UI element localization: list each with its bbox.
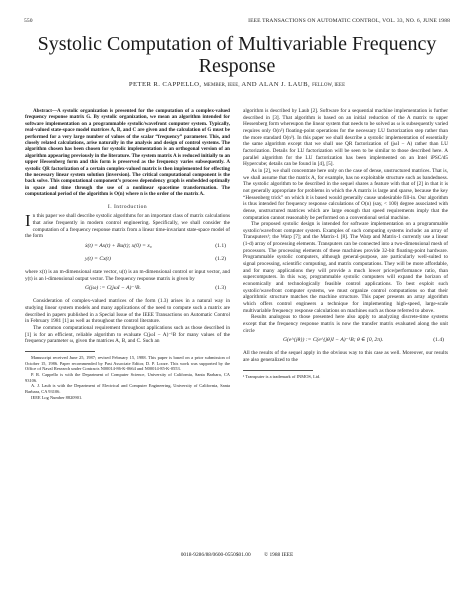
right-paragraph-4: Results analogous to those presented here also apply to analyzing discrete-time systems except that the frequency response matrix is now the transfer matrix evaluated along the unit circle [243,314,448,334]
equation-expression: ẋ(t) = Ax(t) + Bu(t); x(0) = x₀ [85,242,152,249]
right-paragraph-5: All the results of the sequel apply in the obvious way to this case as well. Moreover, our results are also generalized to the [243,350,448,363]
footnote-rule [25,351,95,352]
intro-paragraph-2: where x(t) is an m-dimensional state vector, u(t) is an m-dimensional control or input vector, and y(t) is an l-dimensional output vector. The frequency response matrix is given by [25,268,230,282]
right-paragraph-3: The proposed systolic design is intended for software implementation on a programmable systolic/wavefront computer system. Examples of such computing systems include: an array of Transputers¹; the Warp [7]; and the Matrix-1 [8]. The Warp and Matrix-1 currently use a linear (1-d) array of processing elements. Transputers can be connected into a two-dimensional mesh of processors. The processing elements of these machines provide 32-bit floating-point hardware. Programmable systolic computers, although general-purpose, are particularly well-suited to signal processing, scientific computing, and matrix computations. They will be more affordable, and for many applications they will provide a much lower price/performance ratio, than supercomputers. In this way, programmable systolic computers will expand the horizon of economically and technologically feasible control applications. To best exploit such systolic/wavefront computer systems, we must organize control computations so that their algorithmic structure matches the machine structure. This paper presents an array algorithm which offers control engineers a technique for implementing high-speed, large-scale multivariable frequency response calculations on machines such as those referred to above. [243,221,448,314]
right-paragraph-1: algorithm is described by Laub [2]. Software for a sequential machine implementation is further described in [3]. That algorithm is based on an initial reduction of the A matrix to upper Hessenberg form whereupon the linear system that needs to be solved as ω is subsequently varied requires only O(n²) floating-point operations for the necessary LU factorization step rather than the more standard O(n³). In this paper we shall describe a systolic implementation of essentially the same algorithm except that we shall use QR factorization of (jωI − A) rather than LU factorization. Details for LU factorization will be seen to be similar to those described here. A parallel algorithm for the LU factorization has been implemented on an Intel iPSC/d5 Hypercube; details can be found in [4], [5]. [243,108,448,168]
author-line [24,81,450,88]
equation-number: (1.3) [215,285,226,292]
equation-number: (1.1) [215,242,226,249]
footnotes [25,355,230,401]
equation-1-2 [25,256,230,266]
right-column [243,108,448,379]
equation-expression: G(jω) := C(jωI − A)⁻¹B. [85,285,141,292]
paper-title: Systolic Computation of Multivariable Frequency Response [37,33,437,77]
journal-title: IEEE TRANSACTIONS ON AUTOMATIC CONTROL, VOL. 33, NO. 6, JUNE 1988 [248,18,450,24]
footnote-author-1: P. R. Cappello is with the Department of Computer Science, University of California, Santa Barbara, CA 93106. [25,371,230,383]
footnote-rule-right [243,370,313,371]
footnote-transputer: ¹ Transputer is a trademark of INMOS, Ltd. [243,373,321,379]
author-2-name: ALAN J. LAUB, [258,81,311,88]
author-1-affiliation: MEMBER, IEEE, [203,83,240,88]
footnote-log-number: IEEE Log Number 8820901. [31,394,83,400]
author-1-name: PETER R. CAPPELLO, [128,81,202,88]
right-paragraph-2: As in [2], we shall concentrate here only on the case of dense, unstructured matrices. That is, we shall assume that the matrix A, for example, has no exploitable structure such as bandedness. The systolic algorithm to be described in the sequel shares a feature with that of [2] in that it is not generally appropriate for problems in which the A matrix is large and sparse, because the key “Hessenberg trick” on which it is based would generally cause undesirable fill-in. Our algorithm is thus intended for frequency response calculations of O(n) (say, < 100) degree associated with dense, unstructured matrices which are large enough that speed requirements imply that the computation cannot reasonably be performed on a conventional serial machine. [243,167,448,221]
intro-paragraph-3: Consideration of complex-valued matrices of the form (1.3) arises in a natural way in studying linear system models and many applications of the need to compute such a matrix are described in papers published in a Special Issue of the IEEE Transactions on Automatic Control in February 1981 [1] as well as throughout the control literature. [25,298,230,325]
equation-1-4 [243,337,448,347]
intro-paragraph-4: The common computational requirement throughout applications such as those described in [1] is for an efficient, reliable algorithm to evaluate C(jωI − A)⁻¹B for many values of the frequency parameter ω, given the matrices A, B, and C. Such an [25,324,230,345]
running-header [24,18,450,28]
footnote-manuscript: Manuscript received June 25, 1987; revised February 15, 1988. This paper is based on a prior submission of October 15, 1986. Paper recommended by Past Associate Editor, D. P. Looze. This work was supported by the Office of Naval Research under Contracts N00014-86-K-0664 and N00014-85-K-0553. [25,354,230,372]
equation-expression: G(e^{jθ}) := C(e^{jθ}I − A)⁻¹B; θ ∈ [0, 2π). [283,337,384,344]
author-conjunction: AND [241,81,258,88]
footnote-author-2: A. J. Laub is with the Department of Electrical and Computer Engineering, University of California, Santa Barbara, CA 93106. [25,383,230,395]
equation-expression: y(t) = Cx(t) [85,255,111,262]
page-footer [24,552,450,558]
author-2-affiliation: FELLOW, IEEE [312,83,346,88]
footer-copyright: © 1988 IEEE [264,552,294,558]
abstract: Abstract—A systolic organization is presented for the computation of a complex-valued frequency response matrix G. By systolic organization, we mean an algorithm intended for software implementation on a programmable systolic/wavefront computer system. Typically, real-valued state-space model matrices A, B, and C are given and the calculation of G must be performed for a very large number of values of the scalar “frequency” parameter. This, and closely related calculations, arise naturally in the analysis and design of control systems. The algorithm chosen has been chosen for systolic implementation is an orthogonal version of an algorithm appearing previously in the literature. The system matrix A is reduced initially to an upper Hessenberg form and this form is preserved as the frequency varies subsequently. A systolic QR factorization of a certain complex-valued matrix is then implemented for effecting the necessary linear system solution (inversion). The critical computational component is the back solve. This computational component’s process dependency graph is embedded optimally in space and time through the use of a nonlinear spacetime transformation. The computational period of the algorithm is O(n) where n is the order of the matrix A. [25,108,230,198]
equation-1-1 [25,243,230,253]
equation-1-3 [25,285,230,295]
equation-number: (1.4) [433,337,444,344]
intro-paragraph-1 [25,213,230,240]
footer-code: 0018-9286/88/0600-0550$01.00 [180,552,251,558]
drop-cap: I [25,211,31,231]
equation-number: (1.2) [215,255,226,262]
left-column [25,108,230,401]
page-number: 550 [24,18,33,24]
section-heading-introduction: I. Introduction [107,203,148,210]
intro-paragraph-1-text: n this paper we shall describe systolic algorithms for an important class of matrix calculations that arise frequently in modern control engineering. Specifically, we shall consider the computation of a frequency response matrix from a linear time-invariant state-space model of the form [25,213,230,240]
